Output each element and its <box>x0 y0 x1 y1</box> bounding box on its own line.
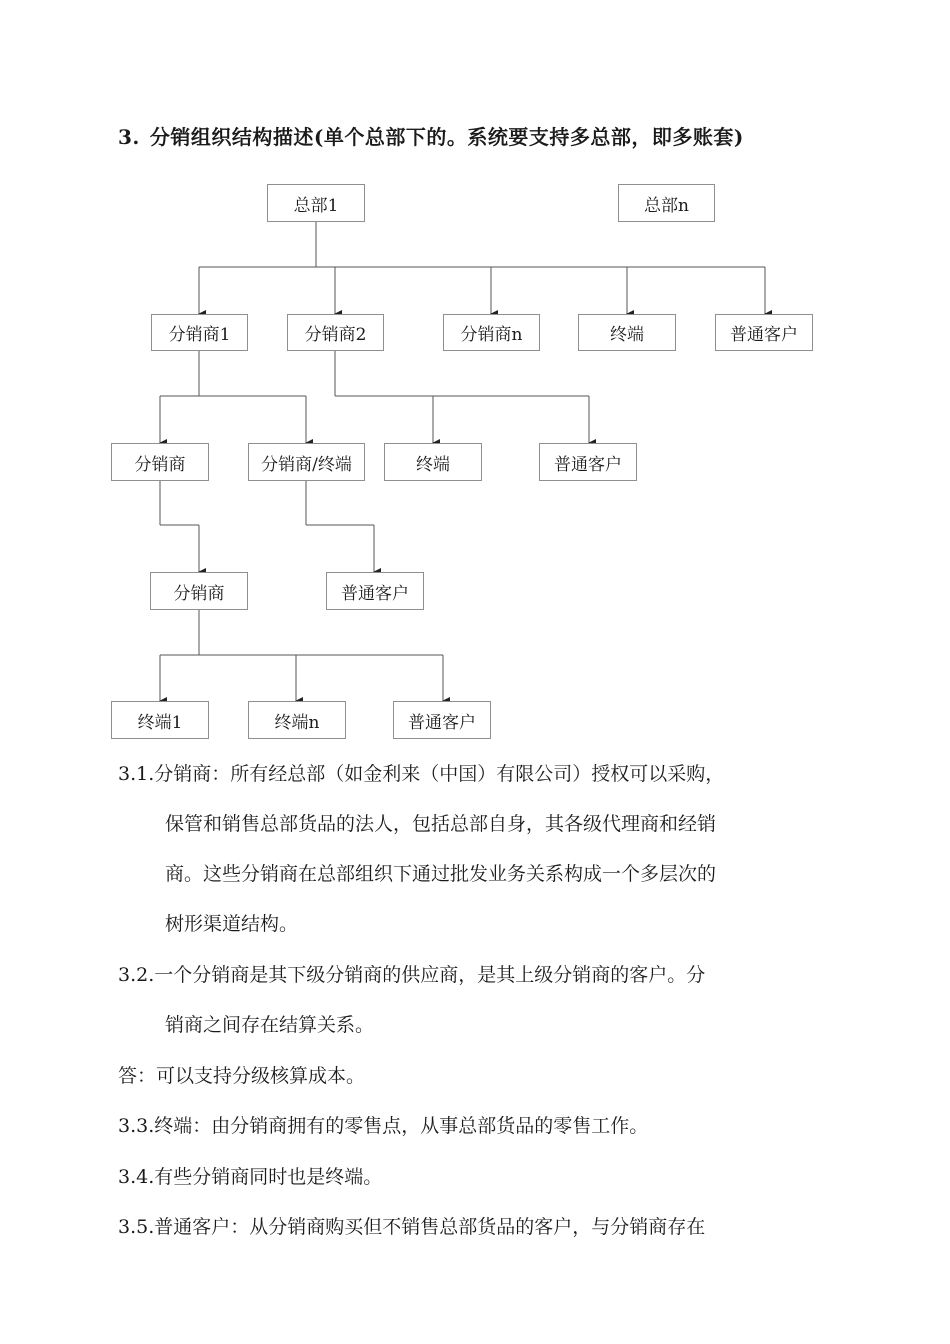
para-3-5-line-1 <box>118 1212 705 1239</box>
para-3-5-text: 普通客户：从分销商购买但不销售总部货品的客户，与分销商存在 <box>154 1216 706 1238</box>
section-number: 3. <box>118 125 140 149</box>
node-hq-n: 总部n <box>618 184 715 222</box>
para-3-1-line-3: 商。这些分销商在总部组织下通过批发业务关系构成一个多层次的 <box>165 863 717 885</box>
node-terminal: 终端 <box>578 314 676 351</box>
node-third-regular-customer: 普通客户 <box>326 572 424 610</box>
node-regular-customer: 普通客户 <box>715 314 813 351</box>
node-hq-1: 总部1 <box>267 184 365 222</box>
para-3-3-label: 3.3. <box>118 1115 155 1137</box>
node-sub-regular-customer: 普通客户 <box>539 443 637 481</box>
para-3-4-line-1 <box>118 1162 382 1189</box>
node-distributor-1: 分销商1 <box>151 314 248 351</box>
node-terminal-1: 终端1 <box>111 701 209 739</box>
para-3-5-label: 3.5. <box>118 1216 155 1238</box>
node-fourth-regular-customer: 普通客户 <box>393 701 491 739</box>
para-3-4-label: 3.4. <box>118 1166 155 1188</box>
para-3-3-line-1 <box>118 1111 648 1138</box>
para-3-2-line-2: 销商之间存在结算关系。 <box>165 1014 375 1036</box>
para-3-1-line-2: 保管和销售总部货品的法人，包括总部自身，其各级代理商和经销 <box>165 813 717 835</box>
node-distributor-terminal: 分销商/终端 <box>248 443 365 481</box>
para-3-1-line-4: 树形渠道结构。 <box>165 913 299 935</box>
section-title: 分销组织结构描述(单个总部下的。系统要支持多总部，即多账套) <box>149 125 744 149</box>
node-distributor-n: 分销商n <box>443 314 540 351</box>
node-distributor-2: 分销商2 <box>287 314 384 351</box>
node-terminal-n: 终端n <box>248 701 346 739</box>
para-3-2-line-1 <box>118 960 705 987</box>
para-3-3-text: 终端：由分销商拥有的零售点，从事总部货品的零售工作。 <box>154 1115 649 1137</box>
node-sub-terminal: 终端 <box>384 443 482 481</box>
para-3-4-text: 有些分销商同时也是终端。 <box>154 1166 383 1188</box>
para-3-1-label: 3.1. <box>118 763 155 785</box>
para-3-2-text: 一个分销商是其下级分销商的供应商，是其上级分销商的客户。分 <box>154 964 706 986</box>
answer-line: 答：可以支持分级核算成本。 <box>118 1065 366 1087</box>
para-3-1-text: 分销商：所有经总部（如金利来（中国）有限公司）授权可以采购， <box>154 763 725 785</box>
para-3-2-label: 3.2. <box>118 964 155 986</box>
node-sub-distributor: 分销商 <box>111 443 209 481</box>
para-3-1-line-1 <box>118 759 724 786</box>
node-third-distributor: 分销商 <box>150 572 248 610</box>
